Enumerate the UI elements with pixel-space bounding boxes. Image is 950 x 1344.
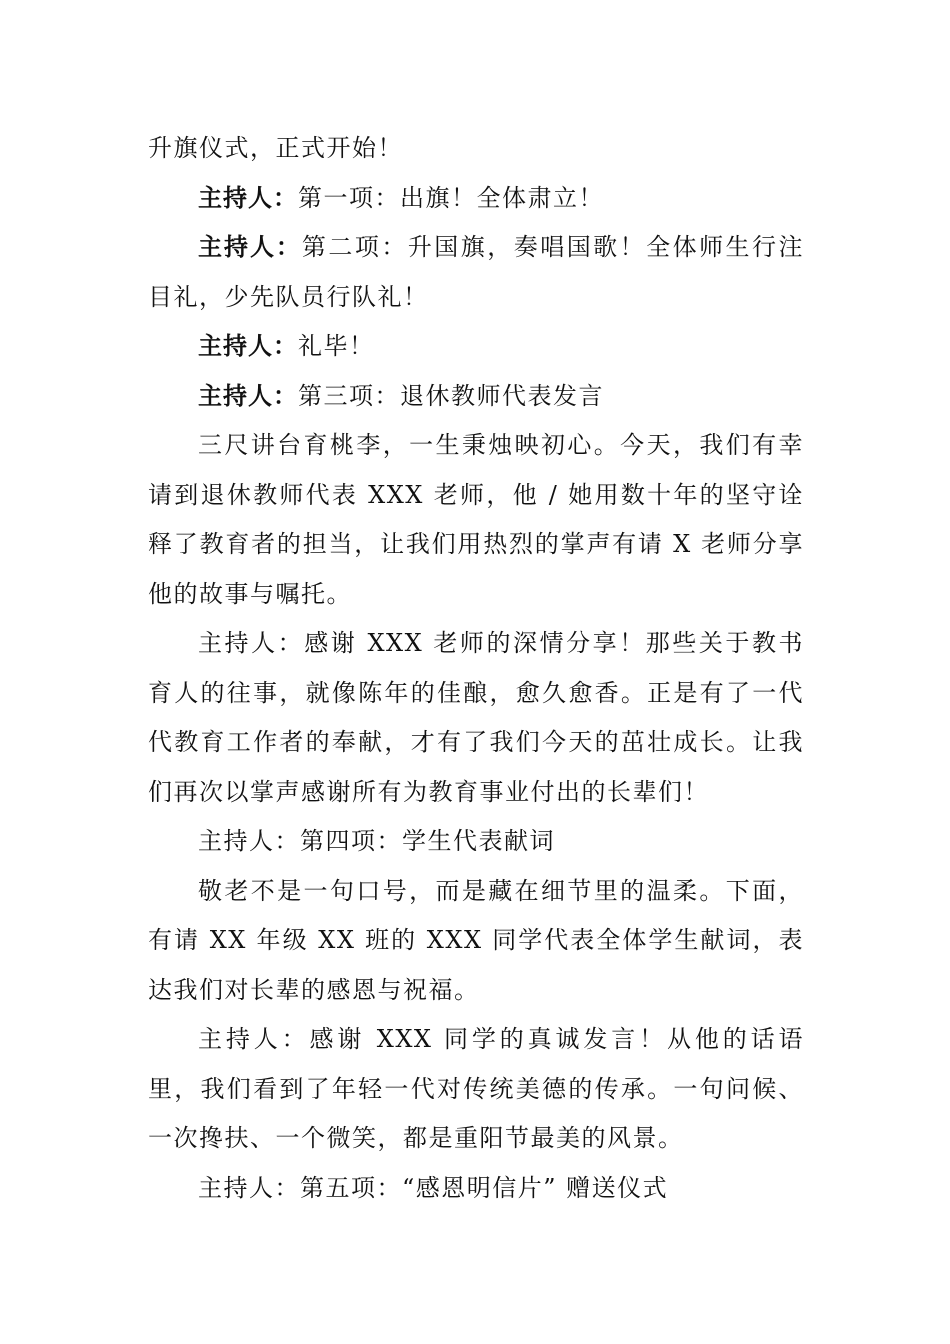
paragraph-11 bbox=[148, 1164, 804, 1214]
paragraph-text: 礼毕！ bbox=[298, 332, 375, 360]
paragraph-text: 第二项：升国旗，奏唱国歌！全体师生行注目礼，少先队员行队礼！ bbox=[148, 233, 805, 311]
speaker-label: 主持人： bbox=[198, 1173, 300, 1202]
speaker-label: 主持人： bbox=[198, 827, 300, 855]
paragraph-text: 感谢 XXX 同学的真诚发言！从他的话语里，我们看到了年轻一代对传统美德的传承。一句问候、一次搀扶、一个微笑，都是重阳节最美的风景。 bbox=[148, 1025, 805, 1152]
speaker-label: 主持人： bbox=[198, 381, 298, 410]
paragraph-4 bbox=[148, 322, 804, 372]
paragraph-text: 敬老不是一句口号，而是藏在细节里的温柔。下面，有请 XX 年级 XX 班的 XXX 同学代表全体学生献词，表达我们对长辈的感恩与祝福。 bbox=[148, 876, 804, 1004]
paragraph-text: 第一项：出旗！全体肃立！ bbox=[298, 183, 604, 212]
paragraph-5 bbox=[148, 372, 804, 422]
speaker-label: 主持人： bbox=[198, 233, 302, 261]
paragraph-9 bbox=[148, 867, 804, 1016]
speaker-label: 主持人： bbox=[198, 1025, 310, 1053]
speaker-label: 主持人： bbox=[198, 183, 298, 212]
speaker-label: 主持人： bbox=[198, 629, 305, 657]
paragraph-8 bbox=[148, 817, 804, 867]
paragraph-text: 感谢 XXX 老师的深情分享！那些关于教书育人的往事，就像陈年的佳酿，愈久愈香。正是有了一代代教育工作者的奉献，才有了我们今天的茁壮成长。让我们再次以掌声感谢所有为教育事业付出的长辈们！ bbox=[148, 629, 804, 806]
paragraph-10 bbox=[148, 1015, 804, 1164]
paragraph-6 bbox=[148, 421, 804, 619]
paragraph-7 bbox=[148, 619, 804, 817]
speaker-label: 主持人： bbox=[198, 332, 298, 360]
paragraph-text: 三尺讲台育桃李，一生秉烛映初心。今天，我们有幸请到退休教师代表 XXX 老师，他 / 她用数十年的坚守诠释了教育者的担当，让我们用热烈的掌声有请 X 老师分享他的故事与嘱托。 bbox=[148, 431, 804, 608]
paragraph-3 bbox=[148, 223, 804, 322]
paragraph-text: 升旗仪式，正式开始！ bbox=[148, 134, 403, 162]
paragraph-text: 第三项：退休教师代表发言 bbox=[298, 381, 604, 410]
paragraph-1 bbox=[148, 124, 804, 174]
document-page bbox=[148, 124, 804, 1213]
paragraph-2 bbox=[148, 174, 804, 224]
paragraph-text: 第五项：“感恩明信片” 赠送仪式 bbox=[300, 1173, 669, 1202]
paragraph-text: 第四项：学生代表献词 bbox=[300, 827, 555, 855]
